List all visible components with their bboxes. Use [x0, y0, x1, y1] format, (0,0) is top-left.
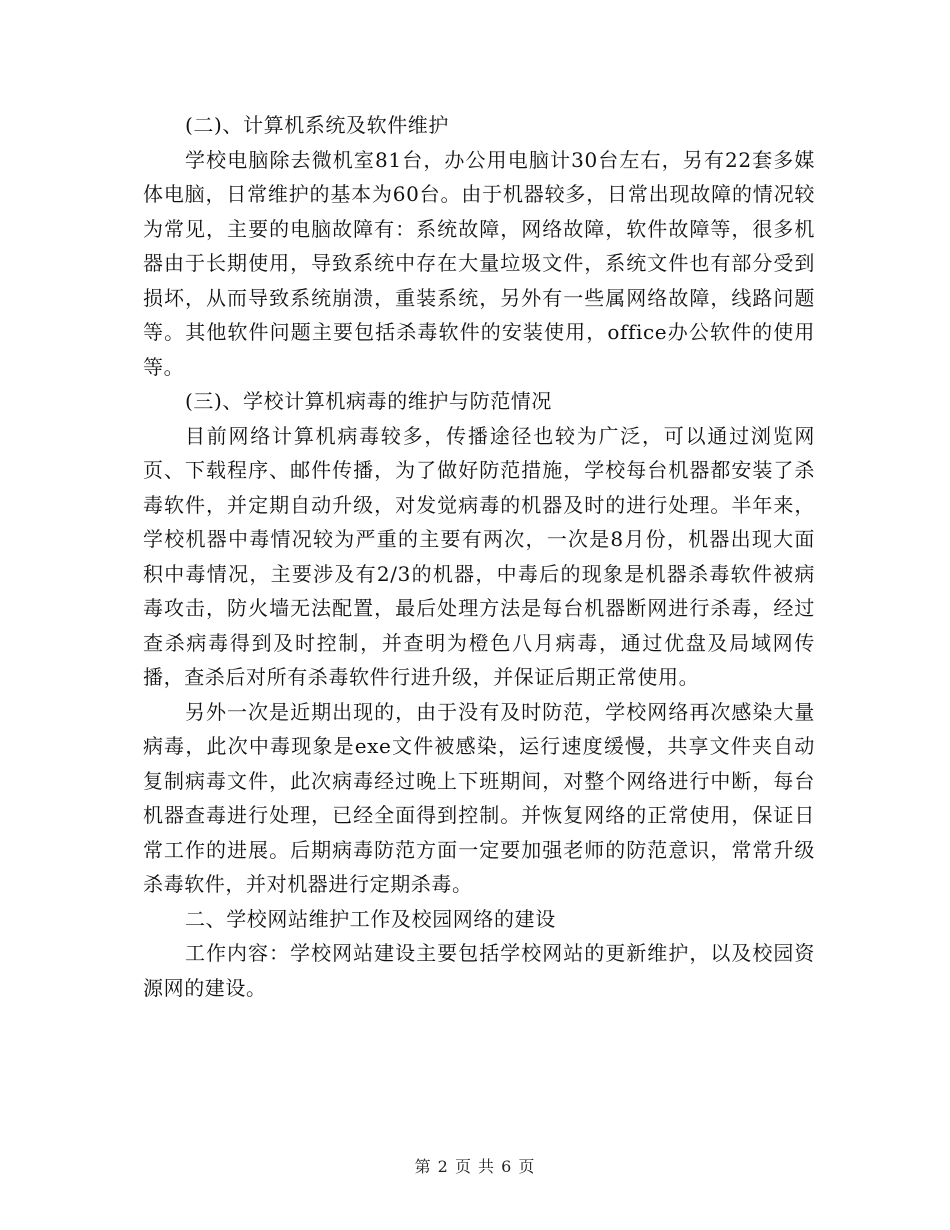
section-heading-virus-prevention: (三)、学校计算机病毒的维护与防范情况 — [185, 389, 553, 413]
page-number-label: 第 2 页 共 6 页 — [414, 1157, 536, 1176]
paragraph-computer-maintenance: 学校电脑除去微机室81台，办公用电脑计30台左右，另有22套多媒体电脑，日常维护的基本为60台。由于机器较多，日常出现故障的情况较为常见，主要的电脑故障有：系统故障，网络故障，软件故障等，很多机器由于长期使用，导致系统中存在大量垃圾文件，系统文件也有部分受到损坏，从而导致系统崩溃，重装系统，另外有一些属网络故障，线路问题等。其他软件问题主要包括杀毒软件的安装使用，office办公软件的使用等。 — [143, 147, 815, 379]
section-heading-system-maintenance: (二)、计算机系统及软件维护 — [185, 113, 450, 137]
section-heading-website-maintenance: 二、学校网站维护工作及校园网络的建设 — [185, 906, 556, 931]
page-footer — [0, 1154, 950, 1177]
paragraph-virus-overview: 目前网络计算机病毒较多，传播途径也较为广泛，可以通过浏览网页、下载程序、邮件传播，为了做好防范措施，学校每台机器都安装了杀毒软件，并定期自动升级，对发觉病毒的机器及时的进行处理。半年来，学校机器中毒情况较为严重的主要有两次，一次是8月份，机器出现大面积中毒情况，主要涉及有2/3的机器，中毒后的现象是机器杀毒软件被病毒攻击，防火墙无法配置，最后处理方法是每台机器断网进行杀毒，经过查杀病毒得到及时控制，并查明为橙色八月病毒，通过优盘及局域网传播，查杀后对所有杀毒软件行进升级，并保证后期正常使用。 — [143, 423, 815, 689]
paragraph-website-work: 工作内容：学校网站建设主要包括学校网站的更新维护，以及校园资源网的建设。 — [143, 941, 815, 1000]
paragraph-second-virus-incident: 另外一次是近期出现的，由于没有及时防范，学校网络再次感染大量病毒，此次中毒现象是exe文件被感染，运行速度缓慢，共享文件夹自动复制病毒文件，此次病毒经过晚上下班期间，对整个网络进行中断，每台机器查毒进行处理，已经全面得到控制。并恢复网络的正常使用，保证日常工作的进展。后期病毒防范方面一定要加强老师的防范意识，常常升级杀毒软件，并对机器进行定期杀毒。 — [143, 699, 815, 896]
document-body — [143, 108, 815, 1005]
